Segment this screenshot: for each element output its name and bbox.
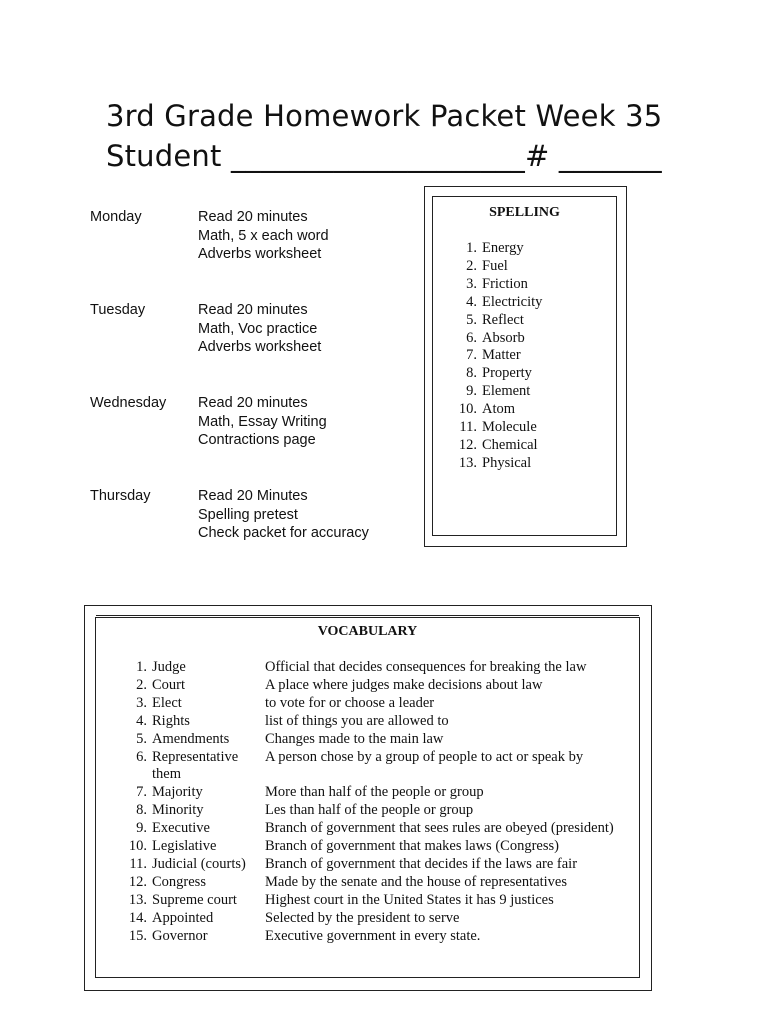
vocabulary-list xyxy=(116,659,614,946)
schedule-day xyxy=(90,487,410,580)
spelling-word xyxy=(453,455,542,473)
list-number: 9. xyxy=(466,383,477,400)
list-number: 8. xyxy=(466,365,477,382)
vocabulary-item xyxy=(116,695,614,713)
vocabulary-definition: A person chose by a group of people to act or speak by xyxy=(265,748,584,765)
list-number: 8. xyxy=(136,802,147,819)
spelling-box xyxy=(432,196,617,536)
vocabulary-item xyxy=(116,910,614,928)
vocabulary-item xyxy=(116,874,614,892)
vocabulary-definition: Selected by the president to serve xyxy=(265,909,460,926)
list-number: 6. xyxy=(466,329,477,346)
list-number: 13. xyxy=(128,891,147,908)
vocabulary-term: Governor xyxy=(152,927,208,944)
spelling-word-text: Property xyxy=(482,365,532,382)
list-number: 2. xyxy=(466,257,477,274)
spelling-word xyxy=(453,330,542,348)
vocabulary-item xyxy=(116,802,614,820)
list-number: 2. xyxy=(136,676,147,693)
task-item: Adverbs worksheet xyxy=(198,246,322,263)
spelling-word-text: Reflect xyxy=(482,311,524,328)
vocabulary-item xyxy=(116,928,614,946)
task-item: Read 20 minutes xyxy=(198,395,308,411)
spelling-word xyxy=(453,437,542,455)
spelling-word-text: Electricity xyxy=(482,293,543,310)
vocabulary-term: Legislative xyxy=(152,838,217,855)
vocabulary-term: Amendments xyxy=(152,730,230,747)
day-tasks xyxy=(198,208,329,264)
vocabulary-item xyxy=(116,731,614,749)
spelling-word-text: Matter xyxy=(482,347,521,364)
vocabulary-term: Representative them xyxy=(152,748,239,783)
list-number: 7. xyxy=(136,784,147,801)
spelling-word xyxy=(453,419,542,437)
vocabulary-definition: Branch of government that makes laws (Congress) xyxy=(265,838,559,855)
page-header xyxy=(106,96,706,176)
spelling-word xyxy=(453,258,542,276)
spelling-word xyxy=(453,401,542,419)
vocabulary-item xyxy=(116,892,614,910)
spelling-word-text: Friction xyxy=(482,275,528,292)
vocabulary-definition: Executive government in every state. xyxy=(265,927,481,944)
list-number: 7. xyxy=(466,347,477,364)
vocabulary-term: Congress xyxy=(152,873,206,890)
vocabulary-definition: Les than half of the people or group xyxy=(265,802,474,819)
spelling-word-text: Atom xyxy=(482,401,516,418)
vocabulary-term: Judicial (courts) xyxy=(152,855,246,872)
task-item: Read 20 Minutes xyxy=(198,488,308,504)
vocabulary-term: Rights xyxy=(152,712,190,729)
vocabulary-definition: More than half of the people or group xyxy=(265,784,484,801)
schedule-day xyxy=(90,208,410,301)
day-name: Monday xyxy=(90,209,142,225)
spelling-word xyxy=(453,240,542,258)
spelling-word-text: Energy xyxy=(482,240,524,256)
task-item: Read 20 minutes xyxy=(198,302,308,318)
list-number: 3. xyxy=(466,275,477,292)
vocabulary-term: Court xyxy=(152,676,186,693)
list-number: 1. xyxy=(136,659,147,675)
spelling-word-text: Element xyxy=(482,383,531,400)
list-number: 11. xyxy=(129,855,147,872)
vocabulary-item xyxy=(116,838,614,856)
task-item: Math, Essay Writing xyxy=(198,413,327,430)
schedule-day xyxy=(90,394,410,487)
vocabulary-term: Elect xyxy=(152,694,182,711)
vocabulary-item xyxy=(116,659,614,677)
vocabulary-definition: A place where judges make decisions about law xyxy=(265,676,543,693)
list-number: 14. xyxy=(128,909,147,926)
spelling-word-text: Molecule xyxy=(482,419,537,436)
vocabulary-item xyxy=(116,713,614,731)
weekly-schedule xyxy=(90,208,410,580)
vocabulary-item xyxy=(116,677,614,695)
student-name-line: Student ____________________# _______ xyxy=(106,139,662,173)
list-number: 1. xyxy=(466,240,477,256)
vocabulary-box xyxy=(95,617,640,978)
vocabulary-term: Minority xyxy=(152,802,204,819)
vocabulary-definition: Changes made to the main law xyxy=(265,730,444,747)
vocabulary-definition: Official that decides consequences for breaking the law xyxy=(265,659,587,675)
vocabulary-definition: Made by the senate and the house of representatives xyxy=(265,873,567,890)
schedule-day xyxy=(90,301,410,394)
list-number: 4. xyxy=(466,293,477,310)
spelling-word-text: Absorb xyxy=(482,329,525,346)
spelling-word xyxy=(453,365,542,383)
list-number: 6. xyxy=(136,748,147,765)
vocabulary-term: Majority xyxy=(152,784,203,801)
vocabulary-definition: list of things you are allowed to xyxy=(265,712,449,729)
spelling-word xyxy=(453,347,542,365)
spelling-word xyxy=(453,276,542,294)
vocabulary-heading: VOCABULARY xyxy=(317,624,418,639)
day-name: Thursday xyxy=(90,488,151,504)
list-number: 4. xyxy=(136,712,147,729)
spelling-heading: SPELLING xyxy=(489,205,560,220)
list-number: 11. xyxy=(459,419,477,436)
vocabulary-item xyxy=(116,749,614,785)
vocabulary-item xyxy=(116,820,614,838)
vocabulary-term: Appointed xyxy=(152,909,214,926)
day-tasks xyxy=(198,487,369,543)
vocabulary-term: Supreme court xyxy=(152,891,237,908)
list-number: 10. xyxy=(128,838,147,855)
task-item: Read 20 minutes xyxy=(198,209,308,225)
day-tasks xyxy=(198,394,327,450)
spelling-word xyxy=(453,383,542,401)
spelling-word-text: Physical xyxy=(482,454,532,471)
page-title: 3rd Grade Homework Packet Week 35 xyxy=(106,99,663,133)
vocabulary-item xyxy=(116,856,614,874)
list-number: 9. xyxy=(136,820,147,837)
list-number: 13. xyxy=(458,454,477,471)
task-item: Adverbs worksheet xyxy=(198,339,322,356)
task-item: Spelling pretest xyxy=(198,506,298,523)
spelling-word-text: Fuel xyxy=(482,257,508,274)
day-name: Wednesday xyxy=(90,395,167,411)
list-number: 12. xyxy=(128,873,147,890)
list-number: 12. xyxy=(458,436,477,453)
spelling-word-text: Chemical xyxy=(482,436,538,453)
list-number: 5. xyxy=(466,311,477,328)
list-number: 3. xyxy=(136,694,147,711)
day-tasks xyxy=(198,301,321,357)
list-number: 10. xyxy=(458,401,477,418)
task-item: Contractions page xyxy=(198,432,316,449)
vocabulary-definition: Branch of government that sees rules are obeyed (president) xyxy=(265,820,614,837)
list-number: 5. xyxy=(136,730,147,747)
spelling-word xyxy=(453,294,542,312)
list-number: 15. xyxy=(128,927,147,944)
task-item: Check packet for accuracy xyxy=(198,525,369,542)
task-item: Math, Voc practice xyxy=(198,320,318,337)
vocabulary-term: Judge xyxy=(152,659,186,675)
vocabulary-term: Executive xyxy=(152,820,210,837)
spelling-list xyxy=(453,240,542,473)
vocabulary-item xyxy=(116,784,614,802)
vocabulary-definition: to vote for or choose a leader xyxy=(265,694,435,711)
spelling-word xyxy=(453,312,542,330)
vocabulary-definition: Branch of government that decides if the laws are fair xyxy=(265,855,578,872)
day-name: Tuesday xyxy=(90,302,146,318)
vocabulary-definition: Highest court in the United States it has 9 justices xyxy=(265,891,554,908)
task-item: Math, 5 x each word xyxy=(198,227,329,244)
